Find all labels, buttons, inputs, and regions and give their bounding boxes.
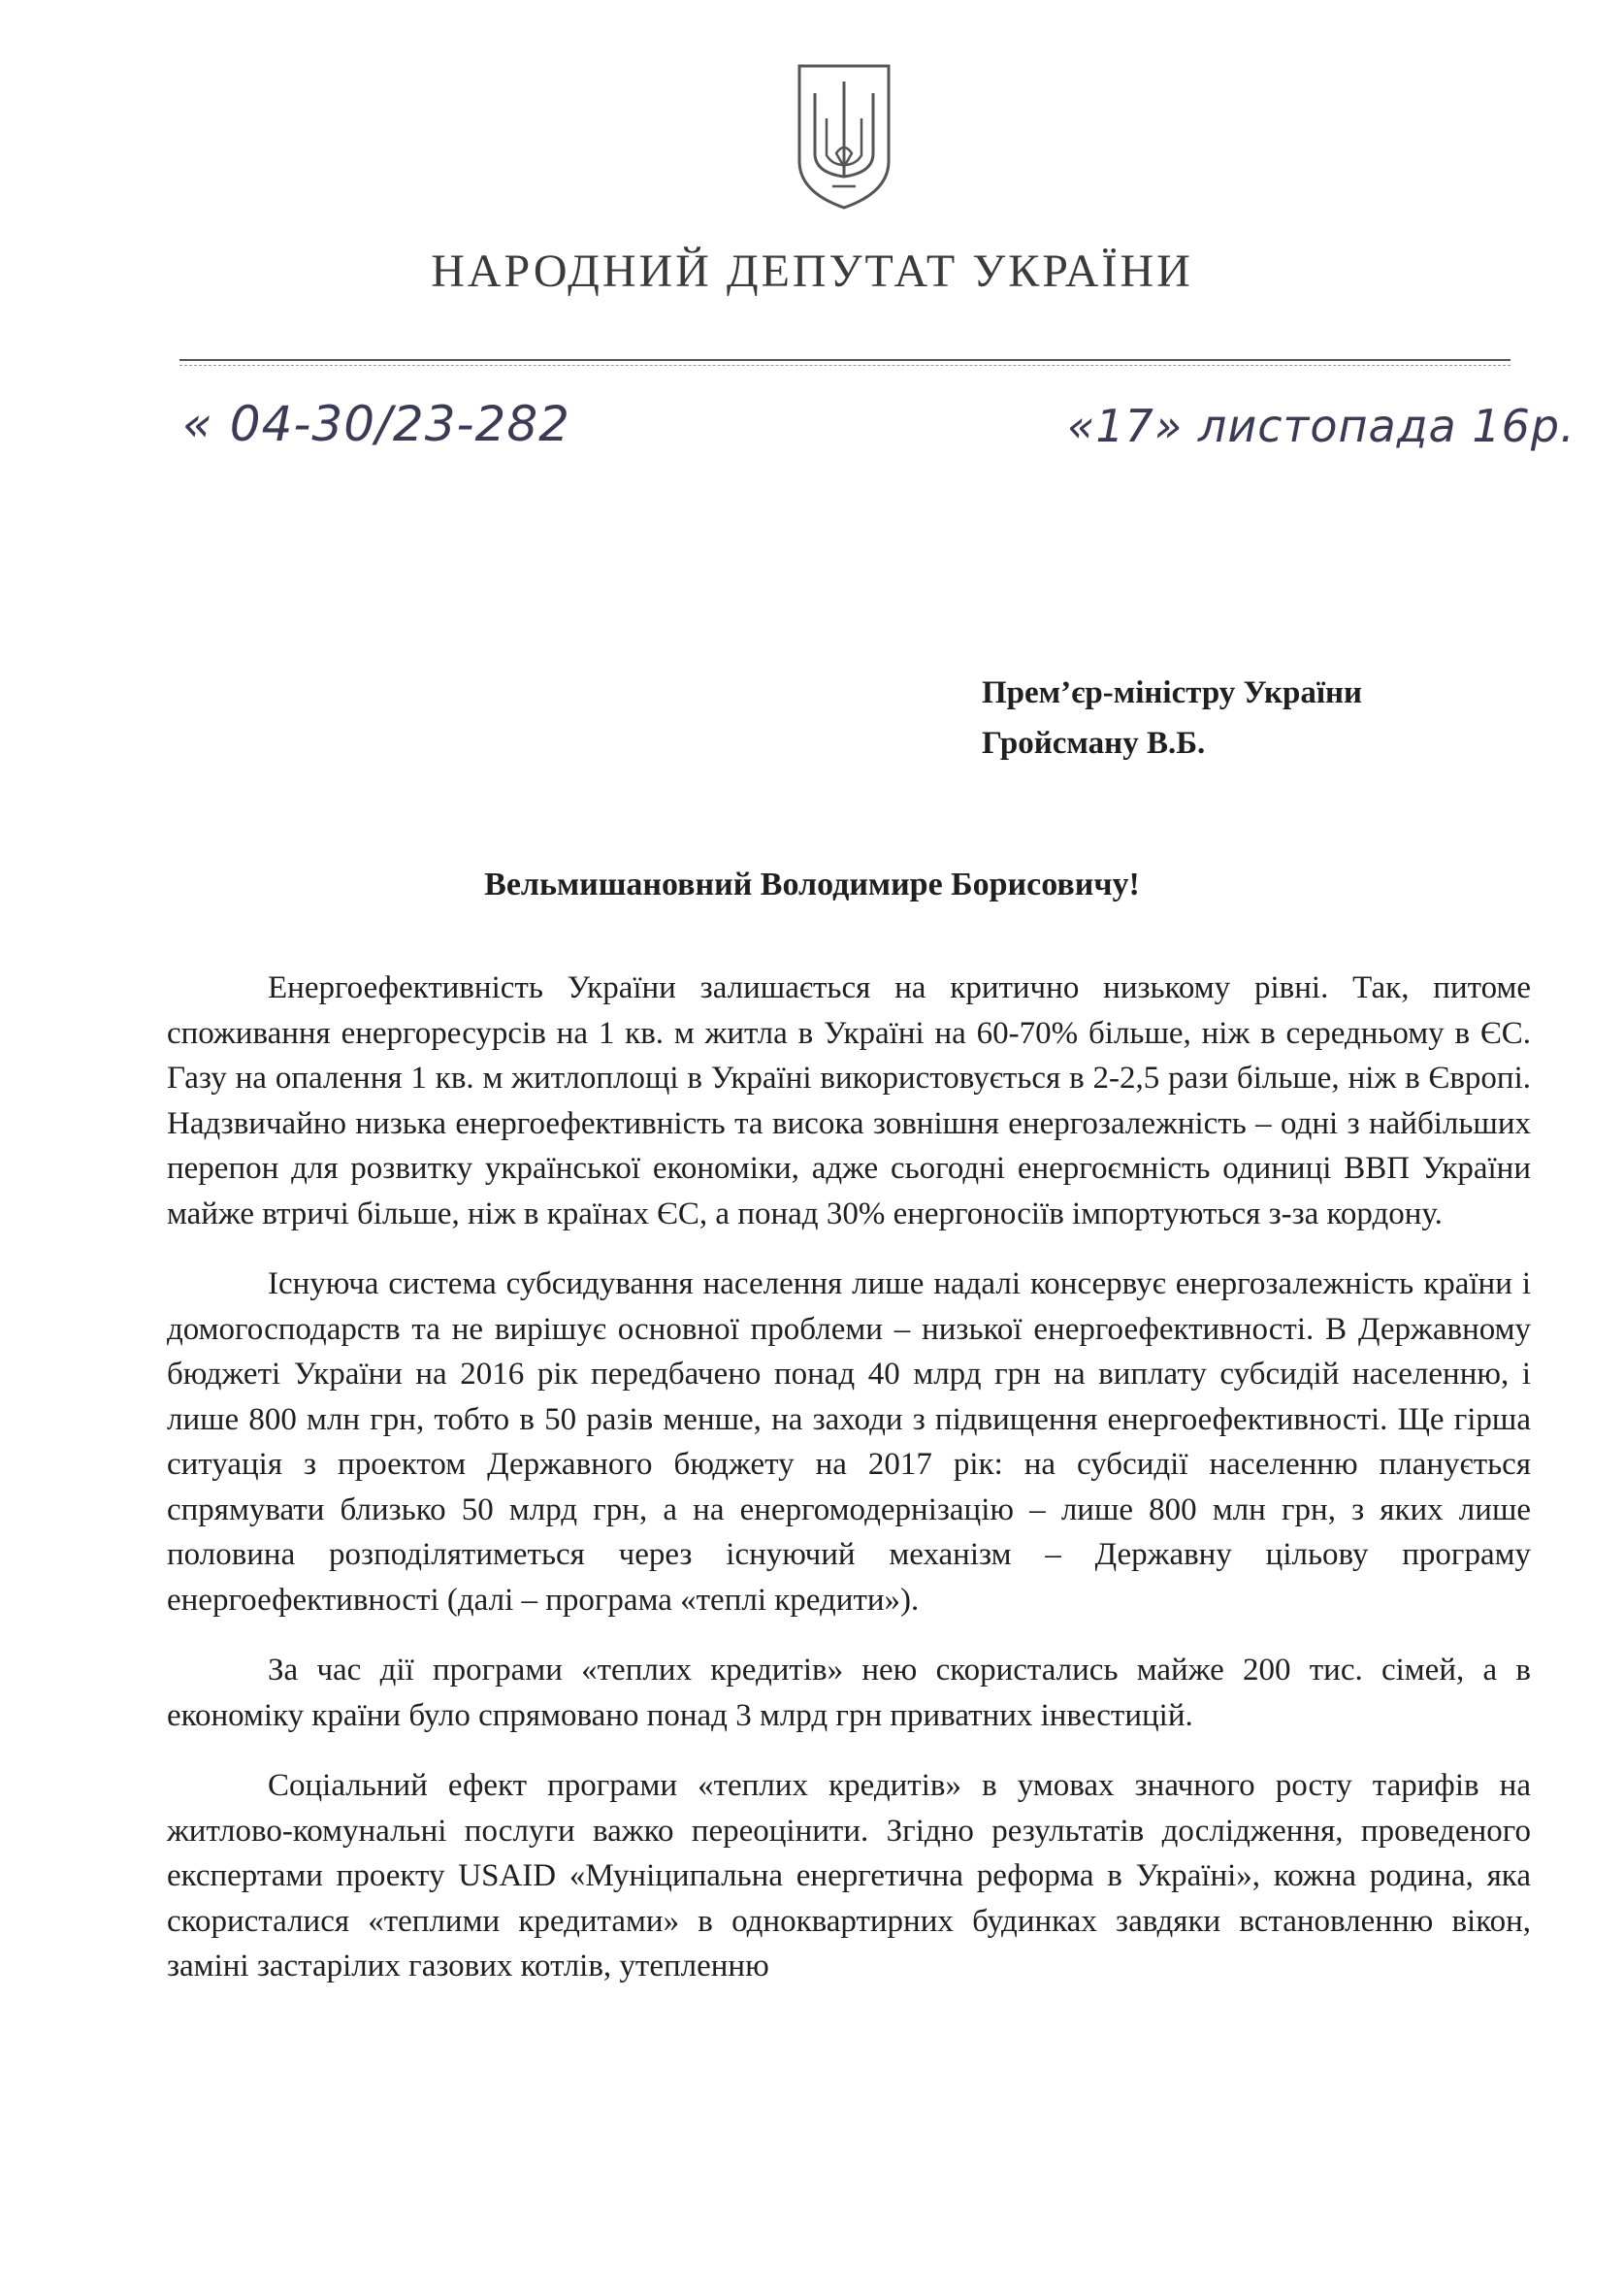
org-title: НАРОДНИЙ ДЕПУТАТ УКРАЇНИ: [431, 246, 1193, 297]
addressee-line-position: Прем’єр-міністру України: [982, 675, 1363, 710]
body-paragraph: За час дії програми «теплих кредитів» нею скористались майже 200 тис. сімей, а в економіку країни було спрямовано понад 3 млрд грн приватних інвестицій.: [167, 1653, 1531, 1733]
trident-coat-of-arms-icon: [794, 60, 894, 212]
salutation: Вельмишановний Володимире Борисовичу!: [484, 867, 1140, 902]
registration-number: « 04-30/23-282: [182, 396, 570, 452]
addressee: [982, 668, 1362, 769]
letter-body: [167, 966, 1531, 2015]
letterhead-rule: [179, 359, 1510, 361]
addressee-line-name: Гройсману В.Б.: [982, 726, 1206, 761]
letterhead-rule-dashed: [179, 365, 1510, 366]
body-paragraph: Соціальний ефект програми «теплих кредитів» в умовах значного росту тарифів на житлово-комунальні послуги важко переоцінити. Згідно результатів дослідження, проведеного експертами проекту USAID «Муніципальна енергетична реформа в Україні», кожна родина, яка скористалися «теплими кредитами» в одноквартирних будинках завдяки встановленню вікон, заміні застарілих газових котлів, утепленню: [167, 1768, 1531, 1983]
body-paragraph: Існуюча система субсидування населення лише надалі консервує енергозалежність країни і домогосподарств та не вирішує основної проблеми – низької енергоефективності. В Державному бюджеті України на 2016 рік передбачено понад 40 млрд грн на виплату субсидій населенню, і лише 800 млн грн, тобто в 50 разів менше, на заходи з підвищення енергоефективності. Ще гірша ситуація з проектом Державного бюджету на 2017 рік: на субсидії населенню планується спрямувати близько 50 млрд грн, а на енергомодернізацію – лише 800 млн грн, з яких лише половина розподілятиметься через існуючий механізм – Державну цільову програму енергоефективності (далі – програма «теплі кредити»).: [167, 1266, 1531, 1618]
body-paragraph: Енергоефективність України залишається на критично низькому рівні. Так, питоме споживання енергоресурсів на 1 кв. м житла в Україні на 60-70% більше, ніж в середньому в ЄС. Газу на опалення 1 кв. м житлоплощі в Україні використовується в 2-2,5 рази більше, ніж в Європі. Надзвичайно низька енергоефективність та висока зовнішня енергозалежність – одні з найбільших перепон для розвитку української економіки, адже сьогодні енергоємність одиниці ВВП України майже втричі більше, ніж в країнах ЄС, а понад 30% енергоносіїв імпортуються з-за кордону.: [167, 970, 1531, 1231]
registration-date: «17» листопада 16р.: [1067, 400, 1575, 452]
